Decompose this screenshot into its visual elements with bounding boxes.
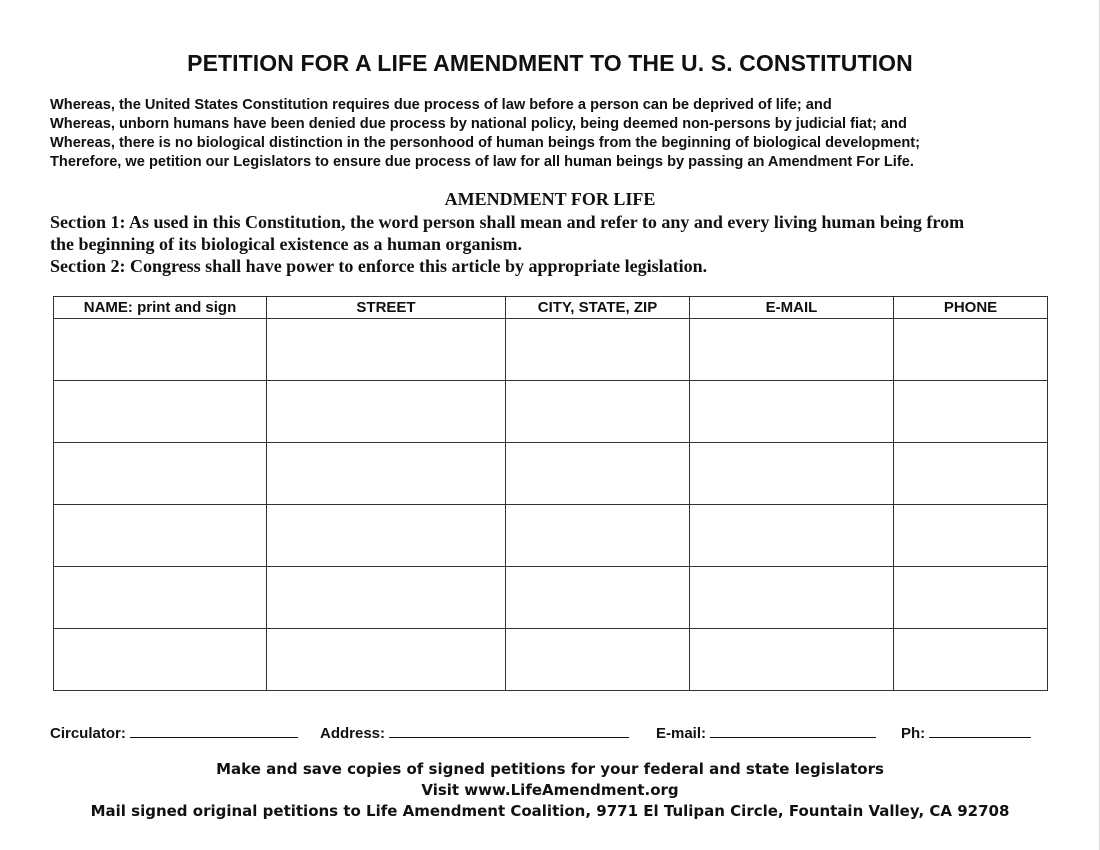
table-row [54, 443, 1048, 505]
mailing-address-note: Mail signed original petitions to Life Amendment Coalition, 9771 El Tulipan Circle, Fountain Valley, CA 92708 [90, 802, 1010, 820]
name-cell[interactable] [54, 567, 267, 629]
email-cell[interactable] [690, 381, 894, 443]
whereas-paragraph [50, 96, 1060, 172]
street-cell[interactable] [267, 381, 506, 443]
signature-table [53, 296, 1048, 691]
whereas-line: Whereas, unborn humans have been denied due process by national policy, being deemed non-persons by judicial fiat; and [50, 116, 907, 132]
section-1-line: Section 1: As used in this Constitution, the word person shall mean and refer to any and every living human being from [50, 212, 965, 232]
phone-cell[interactable] [894, 319, 1048, 381]
street-cell[interactable] [267, 629, 506, 691]
table-row [54, 505, 1048, 567]
city-state-zip-cell[interactable] [506, 567, 690, 629]
phone-cell[interactable] [894, 505, 1048, 567]
phone-cell[interactable] [894, 443, 1048, 505]
therefore-line: Therefore, we petition our Legislators to ensure due process of law for all human beings by passing an Amendment For Life. [50, 154, 914, 170]
name-cell[interactable] [54, 381, 267, 443]
table-row [54, 567, 1048, 629]
section-1-continuation: the beginning of its biological existence as a human organism. [50, 234, 523, 254]
column-header-street: STREET [267, 297, 506, 319]
column-header-email: E-MAIL [690, 297, 894, 319]
name-cell[interactable] [54, 319, 267, 381]
table-row [54, 381, 1048, 443]
name-cell[interactable] [54, 629, 267, 691]
city-state-zip-cell[interactable] [506, 381, 690, 443]
email-cell[interactable] [690, 567, 894, 629]
whereas-line: Whereas, there is no biological distinction in the personhood of human beings from the beginning of biological development; [50, 135, 920, 151]
address-label: Address: [320, 725, 386, 742]
whereas-line: Whereas, the United States Constitution requires due process of law before a person can be deprived of life; and [50, 97, 832, 113]
circulator-label: Circulator: [50, 725, 126, 742]
email-label: E-mail: [656, 725, 707, 742]
footer-notes [0, 759, 1100, 822]
column-header-city-state-zip: CITY, STATE, ZIP [506, 297, 690, 319]
column-header-name: NAME: print and sign [54, 297, 267, 319]
name-cell[interactable] [54, 505, 267, 567]
column-header-phone: PHONE [894, 297, 1048, 319]
city-state-zip-cell[interactable] [506, 505, 690, 567]
city-state-zip-cell[interactable] [506, 443, 690, 505]
email-cell[interactable] [690, 505, 894, 567]
address-field [320, 723, 629, 742]
phone-cell[interactable] [894, 381, 1048, 443]
circulator-blank[interactable] [130, 723, 298, 738]
email-cell[interactable] [690, 319, 894, 381]
petition-title: PETITION FOR A LIFE AMENDMENT TO THE U. S. CONSTITUTION [187, 50, 913, 76]
address-blank[interactable] [389, 723, 629, 738]
email-field [656, 723, 876, 742]
city-state-zip-cell[interactable] [506, 629, 690, 691]
phone-cell[interactable] [894, 629, 1048, 691]
table-row [54, 629, 1048, 691]
email-cell[interactable] [690, 629, 894, 691]
street-cell[interactable] [267, 319, 506, 381]
circulator-field [50, 723, 298, 742]
phone-field [901, 723, 1031, 742]
amendment-sections [50, 211, 1060, 277]
phone-blank[interactable] [929, 723, 1031, 738]
section-2-line: Section 2: Congress shall have power to enforce this article by appropriate legislation. [50, 256, 708, 276]
amendment-title: AMENDMENT FOR LIFE [444, 189, 656, 209]
street-cell[interactable] [267, 443, 506, 505]
street-cell[interactable] [267, 505, 506, 567]
copies-note: Make and save copies of signed petitions for your federal and state legislators [216, 760, 884, 778]
email-blank[interactable] [710, 723, 876, 738]
circulator-info [50, 723, 1050, 743]
table-row [54, 319, 1048, 381]
phone-cell[interactable] [894, 567, 1048, 629]
table-header-row [54, 297, 1048, 319]
street-cell[interactable] [267, 567, 506, 629]
city-state-zip-cell[interactable] [506, 319, 690, 381]
email-cell[interactable] [690, 443, 894, 505]
name-cell[interactable] [54, 443, 267, 505]
website-note: Visit www.LifeAmendment.org [421, 781, 679, 799]
phone-label: Ph: [901, 725, 926, 742]
